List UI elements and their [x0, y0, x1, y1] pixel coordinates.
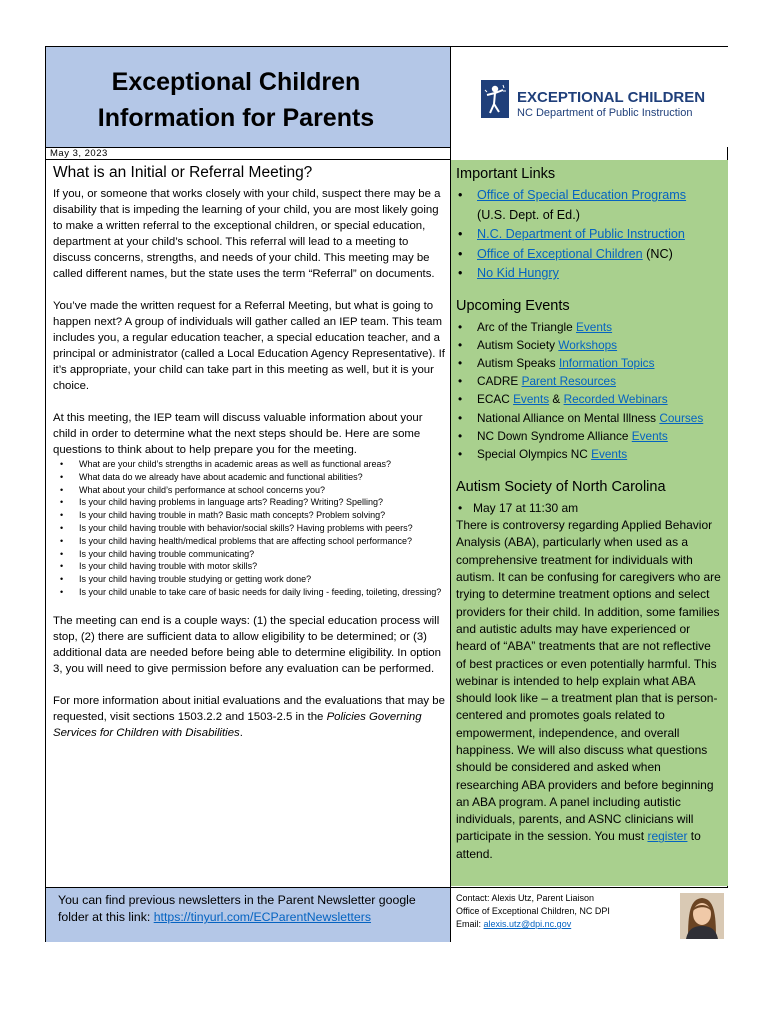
event-separator: &	[549, 392, 564, 407]
logo-subtitle: NC Department of Public Instruction	[517, 107, 693, 119]
contact-email-row	[456, 918, 610, 931]
list-item	[456, 318, 724, 336]
list-item	[456, 390, 724, 408]
contact-info	[456, 892, 610, 931]
list-item: • Is your child having trouble with behavior/social skills? Having problems with peers?	[53, 522, 445, 535]
list-item: • Is your child having problems in language arts? Reading? Writing? Spelling?	[53, 496, 445, 509]
event-link[interactable]: Events	[576, 319, 613, 334]
logo-name: EXCEPTIONAL CHILDREN	[517, 89, 706, 106]
important-links-list	[456, 186, 724, 284]
list-item	[456, 186, 724, 225]
article-paragraph-4: The meeting can end is a couple ways: (1) the special education process will stop, (2) there are sufficient data to allow eligibility to be determined; or (3) additional data are needed before being able to determine eligibility. In option 3, you will need to give permission before any evaluation can be performed.	[53, 614, 441, 675]
event-org: National Alliance on Mental Illness	[477, 410, 660, 425]
list-item: • Is your child unable to take care of basic needs for daily living - feeding, toileting, dressing?	[53, 586, 445, 599]
archive-note	[58, 892, 443, 926]
policy-title: Policies Governing Services for Children with Disabilities	[53, 710, 422, 739]
list-item	[456, 427, 724, 445]
question-list	[53, 458, 445, 599]
list-item	[456, 245, 724, 265]
event-link[interactable]: Events	[513, 392, 550, 407]
event-link[interactable]: Events	[591, 446, 628, 461]
link-no-kid-hungry[interactable]: No Kid Hungry	[477, 266, 559, 280]
events-heading: Upcoming Events	[456, 297, 570, 314]
link-oec[interactable]: Office of Exceptional Children	[477, 246, 643, 261]
archive-text: You can find previous newsletters in the Parent Newsletter google folder at this link:	[58, 893, 416, 924]
title-line-2: Information for Parents	[97, 104, 375, 132]
event-org: NC Down Syndrome Alliance	[477, 428, 632, 443]
title-line-1: Exceptional Children	[111, 68, 361, 96]
article-paragraph-5	[53, 693, 445, 741]
event-org: Arc of the Triangle	[477, 319, 577, 334]
event-org: CADRE	[477, 374, 522, 389]
link-osep-note: (U.S. Dept. of Ed.)	[477, 207, 580, 222]
footer-contact-panel	[451, 887, 728, 942]
event-org: Special Olympics NC	[477, 446, 592, 461]
contact-name: Contact: Alexis Utz, Parent Liaison	[456, 893, 595, 903]
event-org: Autism Speaks	[477, 355, 559, 370]
newsletter-page	[45, 46, 728, 942]
list-item: • What are your child’s strengths in academic areas as well as functional areas?	[53, 458, 445, 471]
paragraph-5-text: For more information about initial evaluations and the evaluations that may be requested, visit sections 1503.2.2 and 1503-2.5 in the	[53, 694, 445, 723]
article-heading: What is an Initial or Referral Meeting?	[53, 164, 313, 181]
event-org: Autism Society	[477, 337, 559, 352]
asnc-heading: Autism Society of North Carolina	[456, 479, 666, 496]
event-link[interactable]: Information Topics	[558, 355, 655, 370]
issue-date: May 3, 2023	[46, 147, 450, 160]
ec-logo-icon	[481, 80, 509, 118]
link-osep[interactable]: Office of Special Education Programs	[477, 188, 687, 202]
asnc-text: There is controversy regarding Applied Behavior Analysis (ABA), particularly when used as a comprehensive treatment for individuals with autism. It can be confusing for caregivers who are trying to determine treatment options and select providers for their child. In addition, some families and autistic adults may have experienced or heard of “ABA” treatments that are not reflective of best practices or even potentially harmful. This webinar is intended to help explain what ABA should look like – a treatment plan that is person-centered and promotes goals related to empowerment, independence, and overall happiness. We will also discuss what questions should be considered and asked when researching ABA providers and before beginning an ABA program. A panel including autistic individuals, parents, and ASNC clinicians will participate in the session. You must	[456, 518, 721, 844]
events-list	[456, 318, 724, 464]
paragraph-5-end: .	[239, 726, 243, 739]
header-logo-panel	[451, 47, 728, 147]
list-item	[456, 264, 724, 284]
email-link[interactable]: alexis.utz@dpi.nc.gov	[483, 919, 572, 929]
list-item: • Is your child having trouble in math? Basic math concepts? Problem solving?	[53, 509, 445, 522]
list-item	[456, 225, 724, 245]
list-item: • Is your child having trouble with motor skills?	[53, 560, 445, 573]
asnc-date: • May 17 at 11:30 am	[456, 499, 724, 517]
newsletter-title	[46, 64, 426, 136]
event-link[interactable]: Parent Resources	[521, 374, 616, 389]
list-item: • Is your child having trouble communicating?	[53, 548, 445, 561]
list-item	[456, 372, 724, 390]
article-paragraph-3: At this meeting, the IEP team will discuss valuable information about your child in order to determine what the next steps should be. Here are some questions to think about to help prepare you for the meeting.	[53, 412, 423, 456]
event-link[interactable]: Workshops	[558, 337, 618, 352]
contact-photo	[680, 893, 724, 939]
archive-link[interactable]: https://tinyurl.com/ECParentNewsletters	[153, 910, 372, 924]
sidebar	[451, 160, 728, 886]
event-link[interactable]: Courses	[659, 410, 704, 425]
event-link[interactable]: Events	[631, 428, 668, 443]
article-paragraph-1: If you, or someone that works closely with your child, suspect there may be a disability that is impeding the learning of your child, you are most likely going to make a written referral to the exceptional children, or special education, department at your child’s school. This referral will lead to a meeting to discuss concerns, strengths, and needs of your child. This meeting may be called different names, but the state uses the term “Referral” on documents.	[53, 188, 441, 280]
list-item: • Is your child having health/medical problems that are affecting school performance?	[53, 535, 445, 548]
list-item	[456, 336, 724, 354]
footer-archive-panel	[46, 887, 450, 942]
list-item	[456, 445, 724, 463]
links-heading: Important Links	[456, 166, 556, 182]
email-label: Email:	[456, 919, 484, 929]
link-oec-note: (NC)	[642, 246, 673, 261]
list-item: • What about your child’s performance at school concerns you?	[53, 484, 445, 497]
register-link[interactable]: register	[647, 829, 688, 844]
list-item: • What data do we already have about academic and functional abilities?	[53, 471, 445, 484]
header-title-panel	[46, 47, 450, 147]
list-item	[456, 409, 724, 427]
link-ncdpi[interactable]: N.C. Department of Public Instruction	[477, 227, 685, 241]
event-org: ECAC	[477, 392, 514, 407]
list-item	[456, 354, 724, 372]
main-article	[53, 163, 445, 757]
asnc-description	[456, 517, 724, 863]
list-item: • Is your child having trouble studying or getting work done?	[53, 573, 445, 586]
event-link-2[interactable]: Recorded Webinars	[563, 392, 668, 407]
asnc-text-end: to attend.	[456, 829, 701, 861]
article-paragraph-2: You’ve made the written request for a Referral Meeting, but what is going to happen next? A group of individuals will gather called an IEP team. This team includes you, a regular education teacher, a special education teacher, and a principal or administrator (called a Local Education Agency Representative). If it’s appropriate, your child can take part in this meeting as well, but it is your choice.	[53, 300, 445, 392]
contact-office: Office of Exceptional Children, NC DPI	[456, 906, 610, 916]
